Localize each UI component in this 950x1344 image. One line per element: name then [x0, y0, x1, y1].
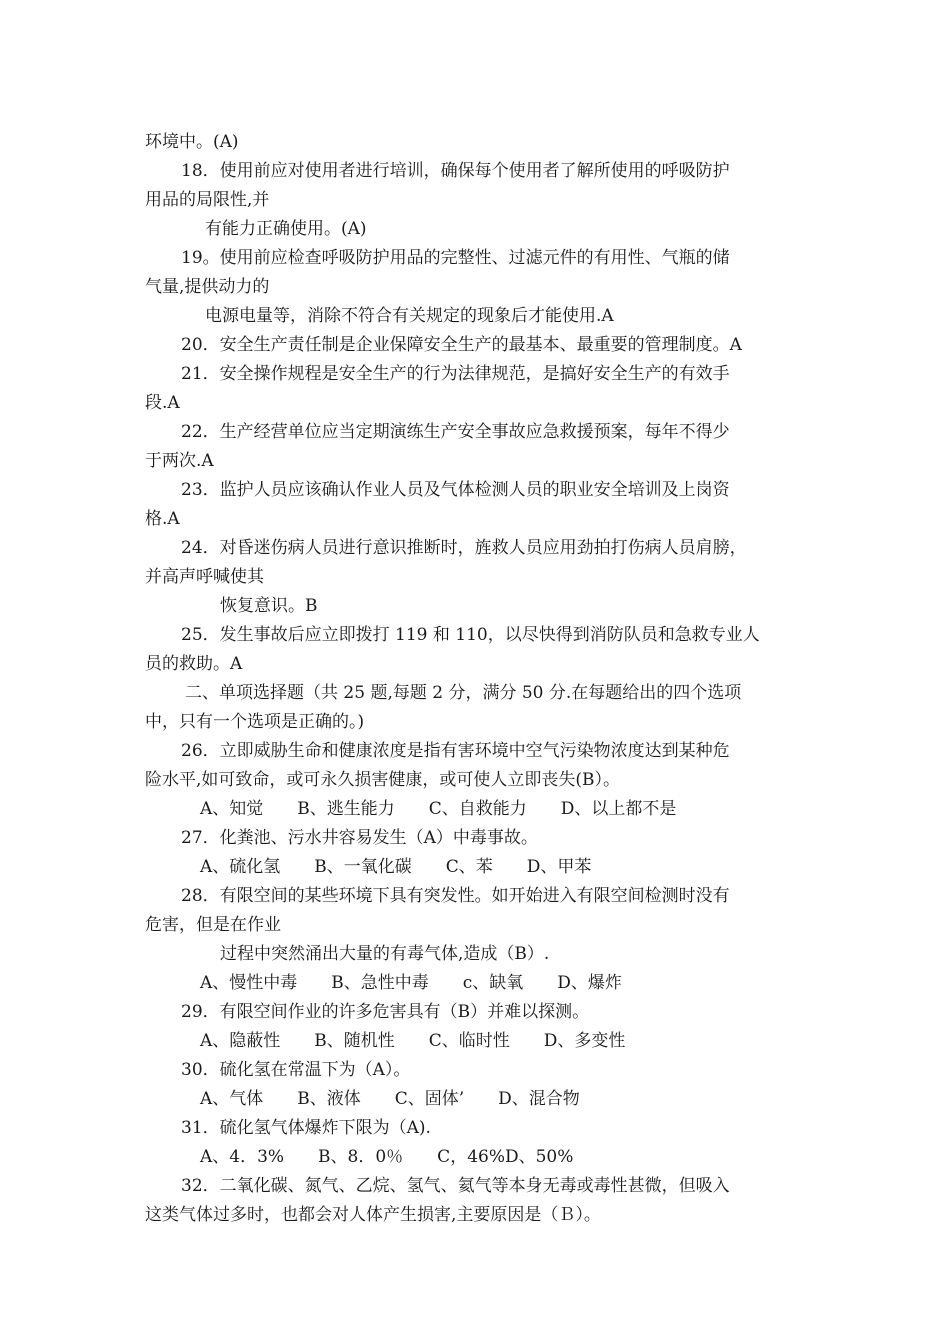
text-line: A、慢性中毒 B、急性中毒 c、缺氧 D、爆炸 — [200, 973, 622, 993]
text-line: 25．发生事故后应立即拨打 119 和 110，以尽快得到消防队员和急救专业人 — [181, 625, 760, 645]
text-line: 26．立即威胁生命和健康浓度是指有害环境中空气污染物浓度达到某种危 — [181, 741, 730, 761]
text-line: 电源电量等，消除不符合有关规定的现象后才能使用.A — [205, 306, 614, 326]
text-line: 二、单项选择题（共 25 题,每题 2 分，满分 50 分.在每题给出的四个选项 — [185, 683, 742, 703]
text-line: 32．二氧化碳、氮气、乙烷、氢气、氦气等本身无毒或毒性甚微，但吸入 — [181, 1176, 730, 1196]
text-line: 20．安全生产责任制是企业保障安全生产的最基本、最重要的管理制度。A — [181, 335, 742, 355]
text-line: A、隐蔽性 B、随机性 C、临时性 D、多变性 — [200, 1031, 626, 1051]
text-line: A、气体 B、液体 C、固体’ D、混合物 — [200, 1089, 580, 1109]
text-line: 格.A — [145, 509, 180, 529]
text-line: 险水平,如可致命，或可永久损害健康，或可使人立即丧失(B）。 — [145, 770, 621, 790]
text-line: 用品的局限性,并 — [145, 190, 270, 210]
text-line: 气量,提供动力的 — [145, 277, 270, 297]
text-line: 30．硫化氢在常温下为（A）。 — [181, 1060, 411, 1080]
text-line: 22．生产经营单位应当定期演练生产安全事故应急救援预案，每年不得少 — [181, 422, 730, 442]
text-line: 27．化粪池、污水井容易发生（A）中毒事故。 — [181, 828, 538, 848]
text-line: 有能力正确使用。(A) — [205, 219, 367, 239]
text-line: 19。使用前应检查呼吸防护用品的完整性、过滤元件的有用性、气瓶的储 — [181, 248, 730, 268]
text-line: 员的救助。A — [145, 654, 243, 674]
text-line: A、4．3% B、8．0％ C，46%D、50% — [200, 1147, 574, 1167]
text-line: 段.A — [145, 393, 180, 413]
text-line: 29．有限空间作业的许多危害具有（B）并难以探测。 — [181, 1002, 590, 1022]
text-line: A、硫化氢 B、一氧化碳 C、苯 D、甲苯 — [200, 857, 592, 877]
text-line: 31．硫化氢气体爆炸下限为（A). — [181, 1118, 431, 1138]
text-line: 于两次.A — [145, 451, 214, 471]
text-line: 中，只有一个选项是正确的。) — [145, 712, 365, 732]
text-line: 21．安全操作规程是安全生产的行为法律规范，是搞好安全生产的有效手 — [181, 364, 730, 384]
text-line: 危害，但是在作业 — [145, 915, 281, 935]
text-line: A、知觉 B、逃生能力 C、自救能力 D、以上都不是 — [200, 799, 677, 819]
text-line: 24．对昏迷伤病人员进行意识推断时，旌救人员应用劲拍打伤病人员肩膀， — [181, 538, 747, 558]
text-line: 这类气体过多时，也都会对人体产生损害,主要原因是（Ｂ）。 — [145, 1205, 601, 1225]
text-line: 并高声呼喊使其 — [145, 567, 264, 587]
text-line: 过程中突然涌出大量的有毒气体,造成（B）. — [220, 944, 550, 964]
text-line: 28．有限空间的某些环境下具有突发性。如开始进入有限空间检测时没有 — [181, 886, 730, 906]
text-line: 18．使用前应对使用者进行培训，确保每个使用者了解所使用的呼吸防护 — [181, 161, 730, 181]
text-line: 23．监护人员应该确认作业人员及气体检测人员的职业安全培训及上岗资 — [181, 480, 730, 500]
text-line: 恢复意识。B — [220, 596, 318, 616]
text-line: 环境中。(A) — [145, 132, 239, 152]
